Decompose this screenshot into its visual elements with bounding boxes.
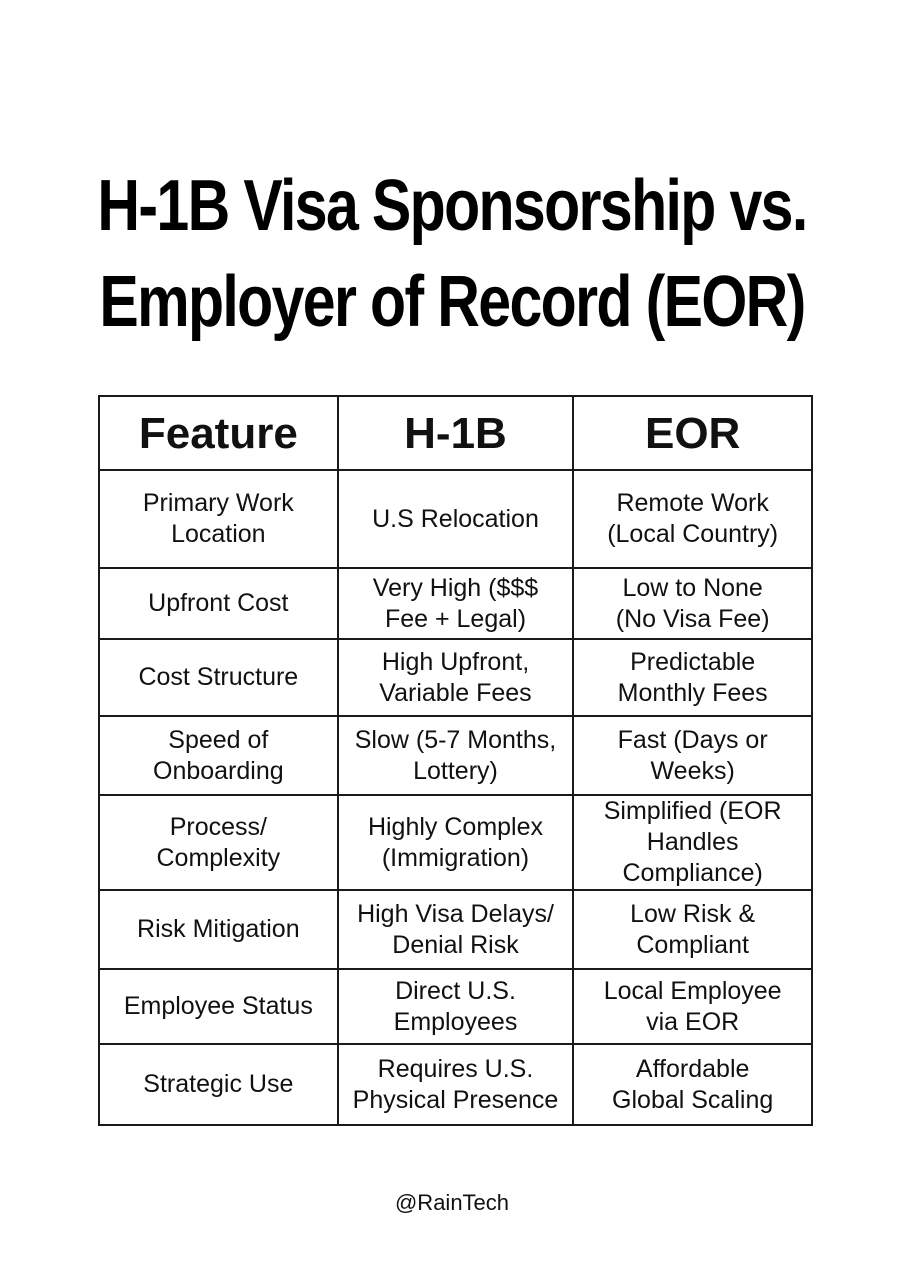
feature-cell: Primary Work Location (99, 470, 338, 568)
eor-cell: Fast (Days or Weeks) (573, 716, 812, 795)
eor-cell: Predictable Monthly Fees (573, 639, 812, 716)
table-row (99, 470, 812, 568)
eor-cell: Low Risk & Compliant (573, 890, 812, 969)
table-row (99, 639, 812, 716)
table-row (99, 716, 812, 795)
feature-cell: Risk Mitigation (99, 890, 338, 969)
h1b-cell: Highly Complex (Immigration) (338, 795, 574, 890)
h1b-cell: Slow (5-7 Months, Lottery) (338, 716, 574, 795)
table-row (99, 1044, 812, 1125)
feature-cell: Upfront Cost (99, 568, 338, 639)
title-line-1: H-1B Visa Sponsorship vs. (97, 166, 807, 246)
eor-cell: Local Employee via EOR (573, 969, 812, 1044)
eor-cell: Affordable Global Scaling (573, 1044, 812, 1125)
eor-cell: Simplified (EOR Handles Compliance) (573, 795, 812, 890)
h1b-cell: High Visa Delays/ Denial Risk (338, 890, 574, 969)
comparison-table (98, 395, 813, 1126)
h1b-cell: Direct U.S. Employees (338, 969, 574, 1044)
feature-cell: Strategic Use (99, 1044, 338, 1125)
h1b-cell: High Upfront, Variable Fees (338, 639, 574, 716)
page-title (81, 158, 822, 350)
eor-cell: Remote Work (Local Country) (573, 470, 812, 568)
h1b-cell: Requires U.S. Physical Presence (338, 1044, 574, 1125)
table-header-row (99, 396, 812, 470)
h1b-cell: Very High ($$$ Fee + Legal) (338, 568, 574, 639)
table-row (99, 568, 812, 639)
table-row (99, 890, 812, 969)
header-eor: EOR (573, 396, 812, 470)
h1b-cell: U.S Relocation (338, 470, 574, 568)
eor-cell: Low to None (No Visa Fee) (573, 568, 812, 639)
header-h1b: H-1B (338, 396, 574, 470)
author-handle: @RainTech (394, 1190, 510, 1215)
feature-cell: Employee Status (99, 969, 338, 1044)
table-row (99, 795, 812, 890)
header-feature: Feature (99, 396, 338, 470)
feature-cell: Cost Structure (99, 639, 338, 716)
title-line-2: Employer of Record (EOR) (99, 262, 805, 342)
feature-cell: Process/ Complexity (99, 795, 338, 890)
table-row (99, 969, 812, 1044)
feature-cell: Speed of Onboarding (99, 716, 338, 795)
